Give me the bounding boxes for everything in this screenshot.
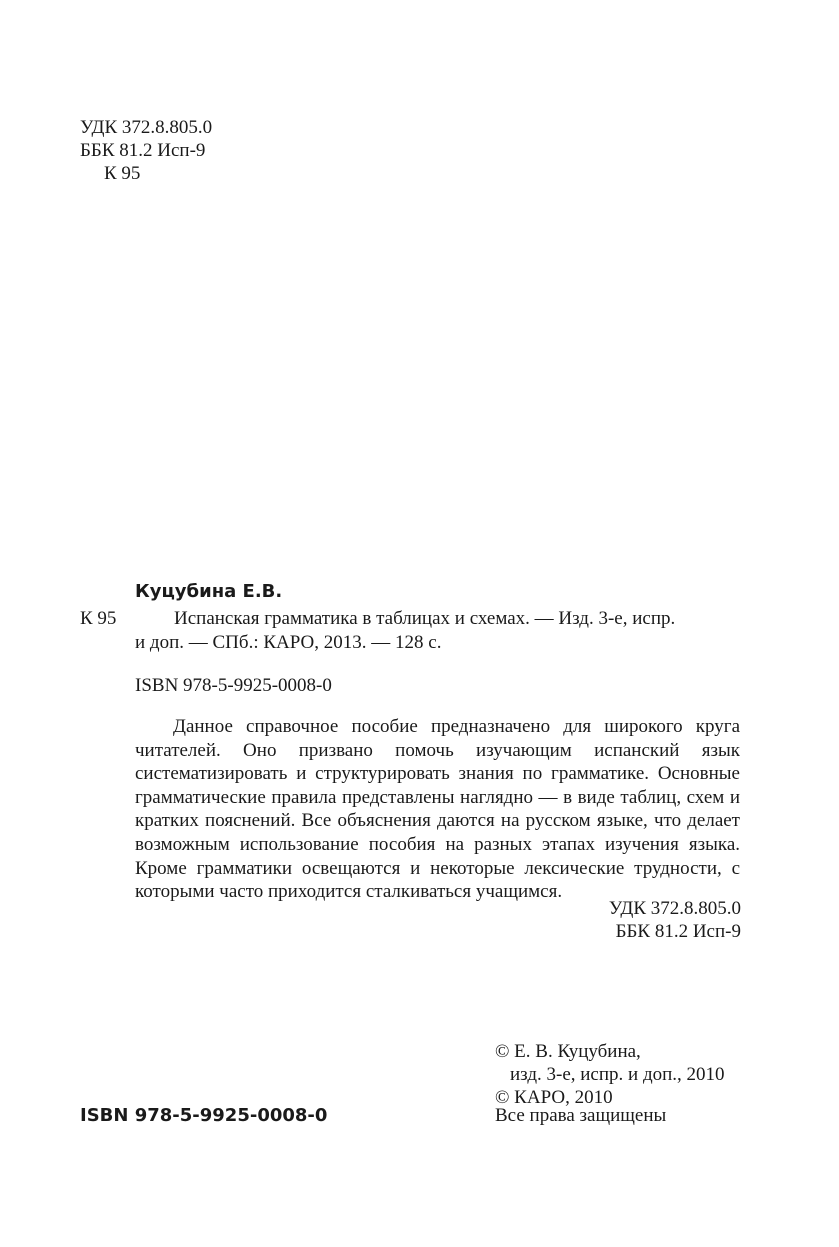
- copyright-edition: изд. 3-е, испр. и доп., 2010: [510, 1064, 725, 1085]
- title-line-1: Испанская грамматика в таблицах и схемах. — Изд. 3-е, испр.: [174, 608, 676, 629]
- copyright-author: © Е. В. Куцубина,: [495, 1041, 641, 1062]
- udk-code-top: УДК 372.8.805.0: [80, 117, 213, 138]
- isbn-card: ISBN 978-5-9925-0008-0: [135, 675, 332, 696]
- udk-code-card: УДК 372.8.805.0: [608, 898, 741, 919]
- abstract-paragraph: Данное справочное пособие предназначено для широкого круга читателей. Оно призвано помочь изучающим испанский язык систематизировать и структурировать знания по грамматике. Основные грамматические правила представлены наглядно — в виде таблиц, схем и кратких пояснений. Все объяснения даются на русском языке, что делает возможным использование пособия на разных этапах изучения языка. Кроме грамматики освещаются и некоторые лексические трудности, с которыми часто приходится сталкиваться учащимся.: [135, 716, 740, 903]
- isbn-footer: ISBN 978-5-9925-0008-0: [80, 1105, 328, 1126]
- cutter-code: К 95: [80, 608, 117, 629]
- bbk-code-card: ББК 81.2 Исп-9: [615, 921, 741, 942]
- author-name: Куцубина Е.В.: [135, 581, 283, 602]
- bbk-code-top: ББК 81.2 Исп-9: [80, 140, 206, 161]
- rights-reserved: Все права защищены: [495, 1105, 667, 1126]
- cutter-code-top: К 95: [104, 163, 141, 184]
- title-line-2: и доп. — СПб.: КАРО, 2013. — 128 с.: [135, 632, 442, 653]
- copyright-publisher: © КАРО, 2010: [495, 1087, 613, 1108]
